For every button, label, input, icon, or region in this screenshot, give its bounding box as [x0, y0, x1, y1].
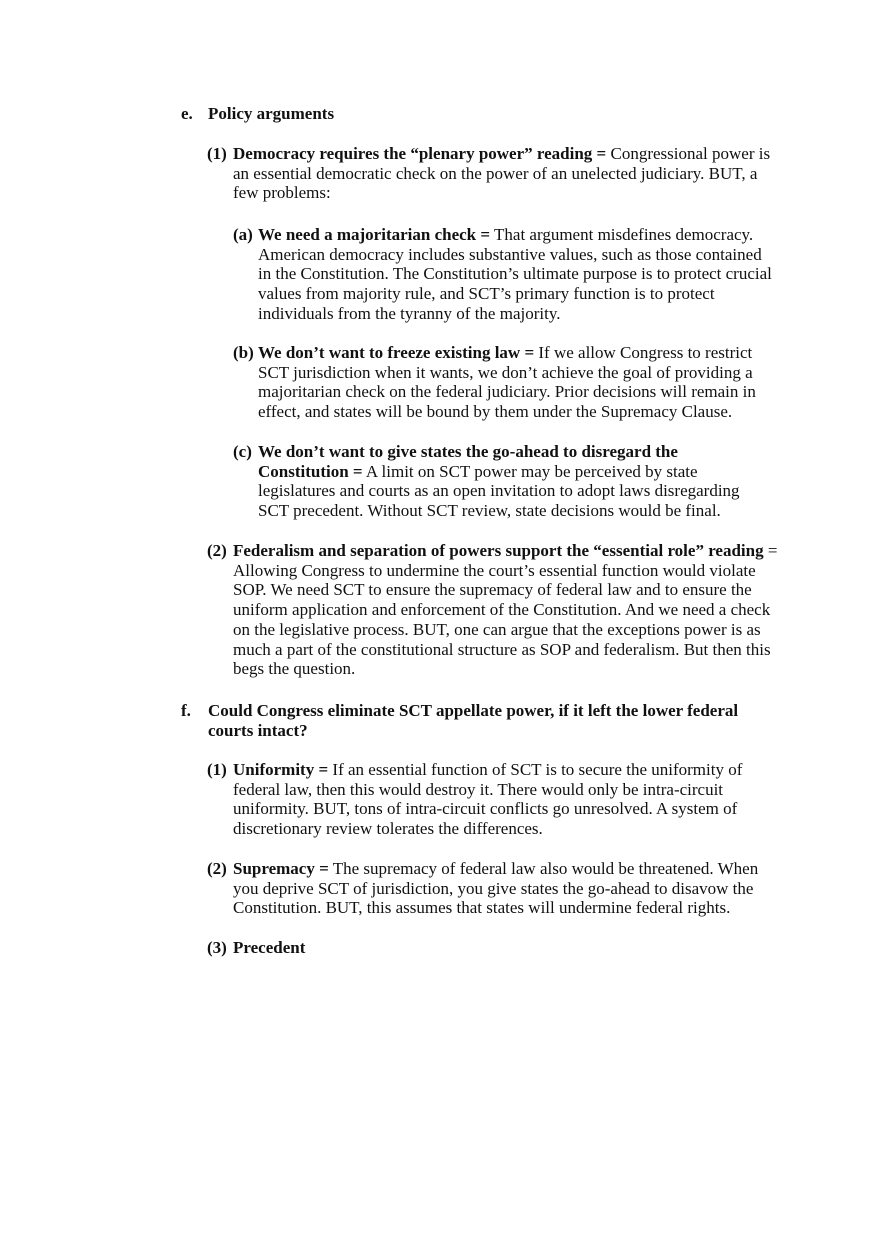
e-item-1-lead: Democracy requires the “plenary power” reading =: [233, 144, 607, 163]
e-item-2-text: = Allowing Congress to undermine the court’s essential function would violate SOP. We need SCT to ensure the supremacy of federal law and to ensure the uniform application and enforcement of the Constitution. And we need a check on the legislative process. BUT, one can argue that the exceptions power is as much a part of the constitutional structure as SOP and federalism. But then this begs the question.: [233, 541, 778, 679]
f-item-1-text: If an essential function of SCT is to secure the uniformity of federal law, then this would destroy it. There would only be intra-circuit uniformity. BUT, tons of intra-circuit conflicts go unresolved. A system of discretionary review tolerates the differences.: [233, 760, 743, 839]
e-item-2-lead: Federalism and separation of powers support the “essential role” reading: [233, 541, 764, 560]
section-e-marker: e.: [181, 104, 193, 123]
e-item-1b-marker: (b): [233, 343, 254, 362]
e-item-1c-lead: We don’t want to give states the go-ahead to disregard the Constitution =: [258, 442, 678, 481]
e-item-1-marker: (1): [207, 144, 227, 163]
f-item-3-lead: Precedent: [233, 938, 306, 957]
e-item-1-body: [233, 144, 778, 203]
f-item-3-body: [233, 938, 773, 958]
section-e-title: Policy arguments: [208, 104, 335, 123]
e-item-1c-text: A limit on SCT power may be perceived by state legislatures and courts as an open invitation to adopt laws disregarding SCT precedent. Without SCT review, state decisions would be final.: [258, 461, 740, 521]
section-f-marker: f.: [181, 701, 191, 720]
section-f-title: Could Congress eliminate SCT appellate power, if it left the lower federal courts intact?: [208, 701, 739, 740]
e-item-1b-lead: We don’t want to freeze existing law =: [258, 343, 535, 362]
e-item-1a-text: That argument misdefines democracy. American democracy includes substantive values, such as those contained in the Constitution. The Constitution’s ultimate purpose is to protect crucial values from majority rule, and SCT’s primary function is to protect individuals from the tyranny of the majority.: [258, 225, 772, 323]
f-item-2-marker: (2): [207, 859, 227, 878]
f-item-1-body: [233, 760, 763, 839]
f-item-1-marker: (1): [207, 760, 227, 779]
e-item-1b-text: If we allow Congress to restrict SCT jurisdiction when it wants, we don’t achieve the goal of providing a majoritarian check on the federal judiciary. Prior decisions will remain in effect, and states will be bound by them under the Supremacy Clause.: [258, 343, 756, 422]
f-item-2-text: The supremacy of federal law also would be threatened. When you deprive SCT of jurisdiction, you give states the go-ahead to disavow the Constitution. BUT, this assumes that states will undermine federal rights.: [233, 859, 759, 918]
e-item-1a-marker: (a): [233, 225, 253, 244]
f-item-2-body: [233, 859, 773, 918]
e-item-1c-marker: (c): [233, 442, 252, 461]
e-item-2-body: [233, 541, 781, 679]
e-item-1-text: Congressional power is an essential democratic check on the power of an unelected judiciary. BUT, a few problems:: [233, 144, 771, 203]
f-item-2-lead: Supremacy =: [233, 859, 329, 878]
f-item-1-lead: Uniformity =: [233, 760, 329, 779]
e-item-1b-body: [258, 343, 772, 422]
e-item-1a-lead: We need a majoritarian check =: [258, 225, 491, 244]
e-item-1c-body: [258, 442, 754, 521]
e-item-1a-body: [258, 225, 778, 324]
f-item-3-marker: (3): [207, 938, 227, 957]
e-item-2-marker: (2): [207, 541, 227, 560]
